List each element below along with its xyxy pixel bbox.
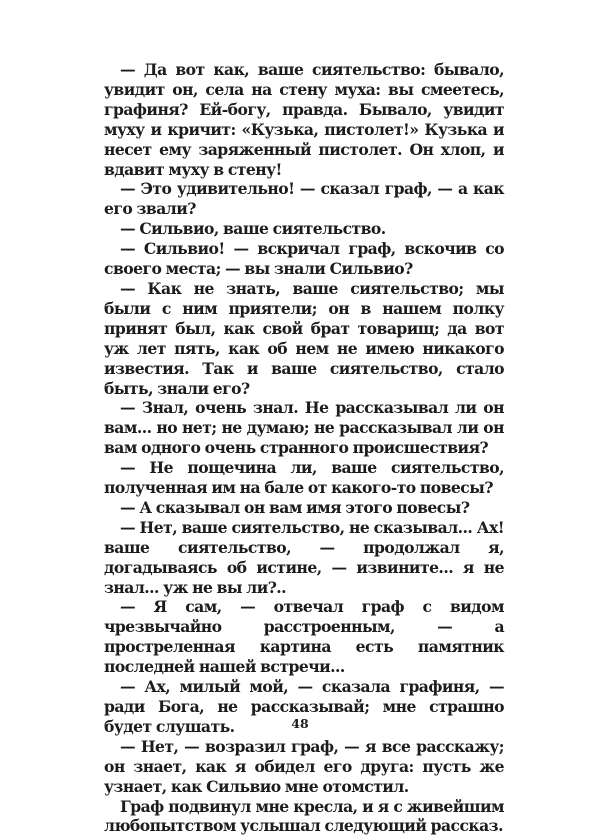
paragraph: — Сильвио! — вскричал граф, вскочив со своего места; — вы знали Сильвио? <box>104 239 504 279</box>
paragraph: — Да вот как, ваше сиятельство: бывало, увидит он, села на стену муха: вы смеетесь, графиня? Ей-богу, правда. Бывало, увидит муху и кричит: «Кузька, пистолет!» Кузька и несет ему заряженный пистолет. Он хлоп, и вдавит муху в стену! <box>104 60 504 179</box>
paragraph: — Нет, ваше сиятельство, не сказывал... Ах! ваше сиятельство, — продолжал я, догадываясь об истине, — извините... я не знал... уж не вы ли?.. <box>104 517 504 597</box>
page-number: 48 <box>291 716 309 731</box>
paragraph: — Сильвио, ваше сиятельство. <box>120 219 386 239</box>
paragraph: Граф подвинул мне кресла, и я с живейшим любопытством услышал следующий рассказ. <box>104 796 504 836</box>
paragraph: — Не пощечина ли, ваше сиятельство, полученная им на бале от какого-то повесы? <box>104 458 504 498</box>
paragraph: — Ах, милый мой, — сказала графиня, — ради Бога, не рассказывай; мне страшно будет слушать. <box>104 677 504 736</box>
paragraph: — Это удивительно! — сказал граф, — а как его звали? <box>104 179 504 219</box>
paragraph: — Знал, очень знал. Не рассказывал ли он вам... но нет; не думаю; не рассказывал ли он вам одного очень странного происшествия? <box>104 398 504 458</box>
paragraph: — Я сам, — отвечал граф с видом чрезвычайно расстроенным, — а простреленная картина есть памятник последней нашей встречи... <box>104 597 504 677</box>
paragraph: — А сказывал он вам имя этого повесы? <box>120 497 470 517</box>
paragraph: — Нет, — возразил граф, — я все расскажу; он знает, как я обидел его друга: пусть же узнает, как Сильвио мне отомстил. <box>104 736 504 796</box>
paragraph: — Как не знать, ваше сиятельство; мы были с ним приятели; он в нашем полку принят был, как свой брат товарищ; да вот уж лет пять, как об нем не имею никакого известия. Так и ваше сиятельство, стало быть, знали его? <box>104 278 504 398</box>
